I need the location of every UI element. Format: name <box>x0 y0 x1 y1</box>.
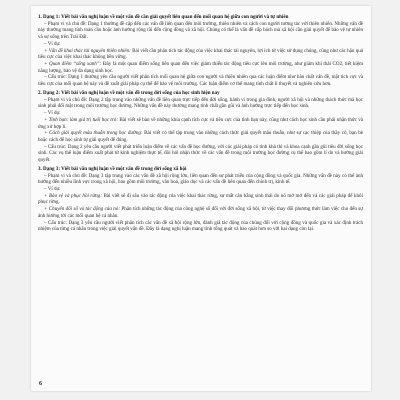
example-text: Phân tích những tác động của công nghệ số đối với đời sống xã hội, từ việc thay đổi phương thức làm việc cho đến sự ảnh hưởng tới các mối quan hệ cá nhân. <box>38 206 364 219</box>
example-lead: + Cách giải quyết mâu thuẫn trong học đường: <box>44 130 143 137</box>
example-lead: + Chuyển đổi số và tác động của nó: <box>44 206 121 213</box>
example-lead: + Quan điểm “sống xanh”: <box>44 61 102 68</box>
section-heading: 3. Dạng 3: Viết bài văn nghị luận về một vấn đề trong đời sống xã hội <box>38 165 187 172</box>
paragraph: – Cấu trúc: Dạng 3 yêu cầu người viết phân tích các vấn đề xã hội rộng lớn, đánh giá tác động của chúng đối với cộng đồng và quốc gia và xác định trách nhiệm của từng cá nhân trong việc giải quyết vấn đề. Đây là dạng nghị luận mang tính tổng quát và bao quát hơn so với hai dạng còn lại. <box>38 219 363 233</box>
example-item <box>38 61 363 74</box>
paragraph: – Phạm vi và chủ đề: Dạng 1 thường đề cập đến các vấn đề liên quan đến môi trường, thiên nhiên và cách con người tương tác với thiên nhiên. Những vấn đề này thường mang tính toàn cầu hoặc ảnh hưởng rộng rãi đến cộng đồng và xã hội. Chúng có thể là vấn đề cấp bách mà xã hội cần giải quyết để bảo vệ tự nhiên và sự sống trên Trái Đất. <box>38 20 363 41</box>
section-heading: 1. Dạng 1: Viết bài văn nghị luận về một vấn đề cần giải quyết liên quan đến mối quan hệ giữa con người và tự nhiên <box>38 14 289 20</box>
paragraph: – Phạm vi và chủ đề: Dạng 2 tập trung vào những vấn đề liên quan trực tiếp đến đời sống, hành vi trong gia đình, người xã hội và những thách thức mà học sinh phải đối mặt trong môi trường học đường. Những vấn đề này thường mang tính chất gần gũi và ảnh hưởng trực tiếp đến học sinh. <box>38 96 363 110</box>
example-item <box>38 48 363 61</box>
example-item <box>38 117 363 130</box>
paragraph: – Phạm vi và chủ đề: Dạng 3 tập trung vào các vấn đề xã hội rộng lớn, liên quan đến sự phát triển của cộng đồng và quốc gia. Những vấn đề này có thể ảnh hưởng đến nhiều lĩnh vực trong xã hội, bao gồm môi trường, văn hoá, giáo dục và các vấn đề liên quan đến chính trị, kinh tế. <box>38 172 363 186</box>
example-item <box>38 193 363 206</box>
example-label: – Ví dụ: <box>44 40 61 47</box>
example-label: – Ví dụ: <box>44 185 61 192</box>
paragraph: – Cấu trúc: Dạng 1 thường yêu cầu người viết phân tích mối quan hệ giữa con người và thiên nhiên qua các luận điểm như bàn chất vấn đề, mặt tích cực và tiêu cực của mối quan hệ này và đề xuất giải pháp cụ thể để bảo vệ môi trường. Các luận điểm cơ thể mang tính chất lí thuyết và nghiên cứu hơn. <box>38 74 363 88</box>
example-label: – Ví dụ: <box>44 110 61 117</box>
page-content <box>38 14 363 233</box>
example-text: Bài viết cần phân tích tác động của việc khai thác tài nguyên, lợi ích từ việc sử dụng chúng, cũng như các hậu quả tiêu cực của việc khai thác không bền vững. <box>38 47 363 61</box>
example-item <box>38 130 363 143</box>
example-text: Bài viết sẽ bàn về những khía cạnh tích cực và tiêu cực của tình bạn này, cũng như cách học sinh cần phải nhận thức và ứng xử hợp lí. <box>38 116 363 130</box>
paragraph: – Cấu trúc: Dạng 2 yêu cầu người viết phát triển luận điểm về các vấn đề học đường, với các giải pháp có tính khả thi và khoa cạnh gần gũi tiêu đời sống học sinh. Các vụ thể luận điểm xuất phát từ kinh nghiệm thực tế, đòi hỏi nhận thức về các vấn đề trong môi trường học đường cụ thể bao gồm lí do và hướng giải quyết. <box>38 143 363 164</box>
page-number: 6 <box>39 381 42 387</box>
example-text: Đây là một quan điểm sống liên quan đến việc giảm thiểu tác động tiêu cực lên môi trường, như giảm khí thải CO2, tiết kiệm năng lượng, bảo vệ đa dạng sinh học. <box>38 61 363 74</box>
example-lead: + Tinh bạn: làm giá trị tuổi học trò: <box>44 116 119 123</box>
example-item <box>38 206 363 219</box>
document-page <box>31 6 371 391</box>
example-lead: + Vấn đề khai thác tài nguyên thiên nhiên: <box>44 47 131 54</box>
section-heading: 2. Dạng 2: Viết bài văn nghị luận về một vấn đề trong đời sống của học sinh hiện nay <box>38 89 220 96</box>
example-text: Bài viết có thể tập trung vào những cách thức giải quyết mâu thuẫn, như sự cạc thiệp của thầy cô, bạn bè hoặc cách để học sinh tự giải quyết để đúng. <box>38 130 363 143</box>
example-lead: + Bảo vệ và phục hồi rừng: <box>44 192 102 199</box>
example-text: Bài viết sẽ đi sâu vào tác động của việc khai thác rừng, sự mất cân bằng sinh thái do nó mở mở đến và các giải pháp để khôi phục rừng. <box>38 192 363 206</box>
